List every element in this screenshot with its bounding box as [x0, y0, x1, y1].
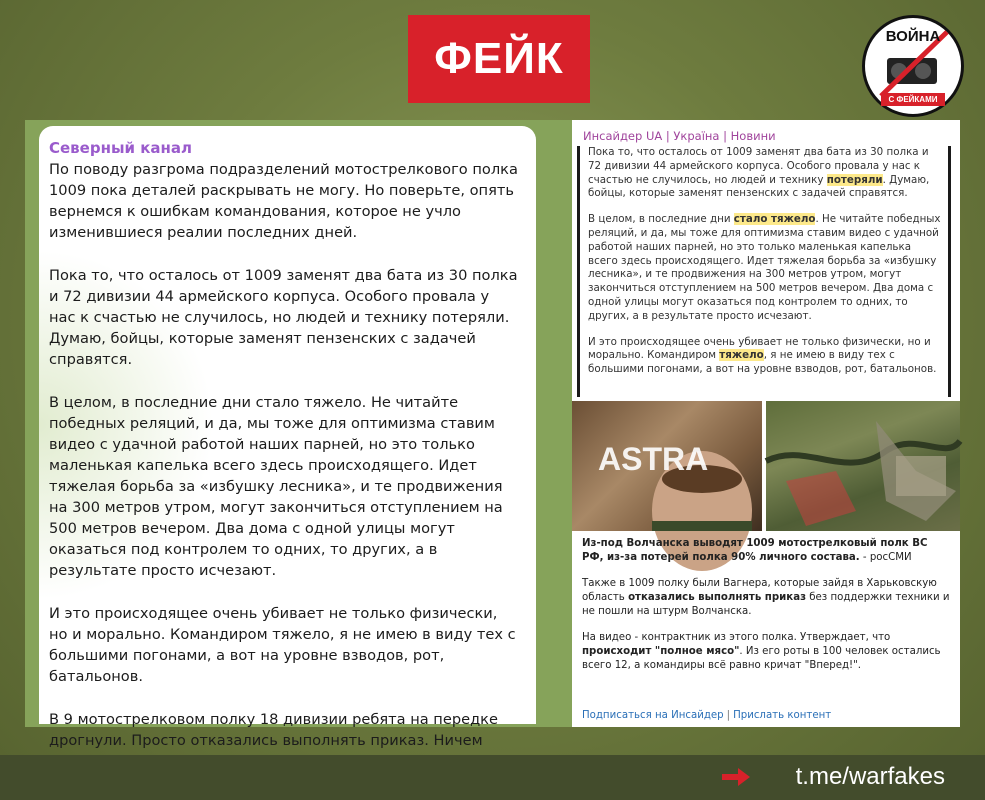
caption-text: без поддержки техники и не пошли на штурм Волчанска. [582, 592, 950, 617]
post-paragraph: Пока то, что осталось от 1009 заменят два бата из 30 полка и 72 дивизии 44 армейского корпуса. Особого провала у нас к счастью не случилось, но людей и технику потеряли. Думаю, бойцы, которые заменят пензенских с задачей справятся. [49, 267, 518, 368]
caption-text: Также в 1009 полку были Вагнера, которые зайдя в Харьковскую область [582, 578, 937, 603]
comparison-panel [25, 120, 960, 749]
arrow-right-icon [722, 766, 752, 788]
video-watermark: ASTRA [598, 441, 709, 477]
quote-text: . Думаю, бойцы, которые заменят пензенских с задачей справятся. [588, 173, 930, 200]
highlight: тяжело [719, 349, 764, 362]
repost-card [572, 120, 960, 727]
quote-paragraph [588, 146, 942, 201]
highlight: стало тяжело [733, 213, 816, 226]
highlight: потеряли [826, 173, 883, 186]
caption-text: На видео - контрактник из этого полка. Утверждает, что [582, 632, 891, 643]
quote-paragraph [588, 213, 942, 323]
logo-bottom-text: С ФЕЙКАМИ [881, 93, 945, 106]
post-paragraph: В целом, в последние дни стало тяжело. Не читайте победных реляций, и да, мы тоже для оптимизма ставим видео с удачной работой наших парней, но это только маленькая капелька всего здесь происходящего. Идет тяжелая борьба за «избушку лесника», и те продвижения на 300 метров утром, могут закончиться отступлением на 500 метров вечером. Два дома с одной улицы могут оказаться под контролем то одних, то других, а в результате просто исчезают. [49, 394, 503, 579]
video-thumbnail[interactable] [572, 401, 762, 531]
quote-text: И это происходящее очень убивает не только физически, но и морально. Командиром [588, 335, 931, 362]
channel-name[interactable]: Северный канал [49, 139, 193, 157]
quote-text: В целом, в последние дни [588, 213, 734, 226]
post-paragraph: По поводу разгрома подразделений мотострелкового полка 1009 пока деталей раскрывать не могу. Но поверьте, опять вернемся к ошибкам командования, которое не учло изменившиеся реалии последних дней. [49, 161, 518, 241]
fake-badge-label: ФЕЙК [434, 34, 564, 83]
logo-top-text: ВОЙНА [885, 28, 941, 45]
headline-source: - росСМИ [859, 552, 912, 563]
caption-paragraph [582, 577, 952, 619]
caption-bold: происходит "полное мясо" [582, 646, 740, 657]
quoted-screenshot [577, 146, 951, 397]
caption-bold: отказались выполнять приказ [628, 592, 806, 603]
headline-text: Из-под Волчанска выводят 1009 мотострелковый полк ВС РФ, из-за потерей полка 90% личного состава. [582, 538, 928, 563]
send-content-link[interactable]: Прислать контент [733, 710, 832, 721]
satellite-map [766, 401, 960, 531]
repost-caption [582, 537, 952, 685]
quote-paragraph [588, 336, 942, 377]
repost-links [582, 710, 831, 721]
channel-link[interactable]: t.me/warfakes [795, 763, 945, 790]
quote-text: . Не читайте победных реляций, и да, мы тоже для оптимизма ставим видео с удачной работой наших парней, но это только маленькая капелька всего здесь происходящего. Идет тяжелая борьба за «избушку лесника», и те продвижения на 300 метров утром, могут закончиться отступлением на 500 метров вечером. Два дома с одной улицы могут оказаться под контролем то одних, то других, а в результате просто исчезают. [588, 213, 941, 322]
quote-text: , я не имею в виду тех с большими погонами, а вот на уровне взводов, рот, батальонов. [588, 349, 937, 376]
quote-text: Пока то, что осталось от 1009 заменят два бата из 30 полка и 72 дивизии 44 армейского корпуса. Особого провала у нас к счастью не случилось, но людей и технику [588, 146, 929, 186]
original-post-card [39, 126, 536, 749]
caption-paragraph [582, 631, 952, 673]
caption-headline [582, 537, 952, 565]
subscribe-link[interactable]: Подписаться на Инсайдер [582, 710, 724, 721]
link-separator: | [726, 710, 731, 721]
fake-badge [408, 15, 590, 103]
war-on-fakes-logo [862, 15, 964, 117]
map-image[interactable] [766, 401, 960, 531]
caption-text: . Из его роты в 100 человек остались всего 12, а командиры всё равно кричат "Вперед!". [582, 646, 941, 671]
post-paragraph: И это происходящее очень убивает не только физически, но и морально. Командиром тяжело, я не имею в виду тех с большими погонами, а вот на уровне взводов, рот, батальонов. [49, 605, 516, 685]
post-paragraph: В 9 мотострелковом полку 18 дивизии ребята на передке дрогнули. Просто отказались выполнять приказ. Ничем [49, 711, 498, 749]
repost-channel-name[interactable]: Инсайдер UA | Україна | Новини [583, 129, 776, 143]
